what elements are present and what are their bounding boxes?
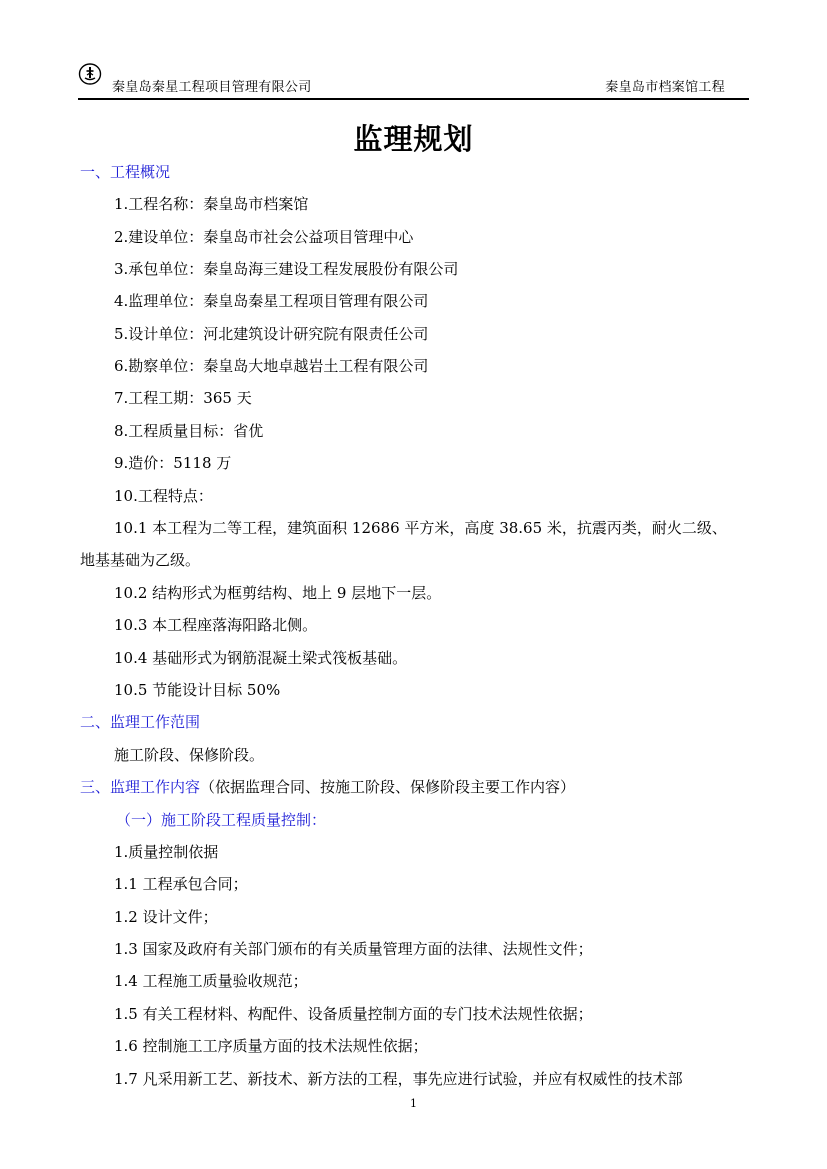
owner-unit-line: 2.建设单位：秦皇岛市社会公益项目管理中心 <box>114 228 414 246</box>
contractor-unit-line: 3.承包单位：秦皇岛海三建设工程发展股份有限公司 <box>114 260 459 278</box>
quality-basis-1-3-line: 1.3 国家及政府有关部门颁布的有关质量管理方面的法律、法规性文件； <box>114 940 593 958</box>
supervision-unit-line: 4.监理单位：秦皇岛秦星工程项目管理有限公司 <box>114 292 429 310</box>
document-title: 监理规划 <box>353 122 474 156</box>
quality-basis-1-1-line: 1.1 工程承包合同； <box>114 875 248 893</box>
section-heading-content-note: （依据监理合同、按施工阶段、保修阶段主要工作内容） <box>200 778 576 796</box>
subsection-heading-quality: （一）施工阶段工程质量控制： <box>116 811 327 829</box>
quality-basis-1-2-line: 1.2 设计文件； <box>114 908 218 926</box>
scope-line: 施工阶段、保修阶段。 <box>114 746 265 764</box>
feature-10-2-line: 10.2 结构形式为框剪结构、地上 9 层地下一层。 <box>114 584 442 602</box>
feature-10-3-line: 10.3 本工程座落海阳路北侧。 <box>114 616 318 634</box>
header-company-name: 秦皇岛秦星工程项目管理有限公司 <box>112 80 312 95</box>
project-name-line: 1.工程名称：秦皇岛市档案馆 <box>114 195 309 213</box>
survey-unit-line: 6.勘察单位：秦皇岛大地卓越岩土工程有限公司 <box>114 357 429 375</box>
design-unit-line: 5.设计单位：河北建筑设计研究院有限责任公司 <box>114 325 429 343</box>
quality-basis-line: 1.质量控制依据 <box>114 843 219 861</box>
section-heading-scope: 二、监理工作范围 <box>80 713 201 731</box>
quality-basis-1-4-line: 1.4 工程施工质量验收规范； <box>114 972 308 990</box>
feature-10-4-line: 10.4 基础形式为钢筋混凝土梁式筏板基础。 <box>114 649 408 667</box>
page-number: 1 <box>410 1097 417 1110</box>
features-heading-line: 10.工程特点： <box>114 487 213 505</box>
page-header <box>78 62 749 100</box>
company-logo-icon <box>78 62 102 86</box>
section-heading-overview: 一、工程概况 <box>80 163 171 181</box>
section-heading-content-label: 三、监理工作内容 <box>80 778 201 796</box>
section-heading-content <box>80 777 575 797</box>
header-project-name: 秦皇岛市档案馆工程 <box>605 80 725 95</box>
feature-10-5-line: 10.5 节能设计目标 50% <box>114 681 281 699</box>
feature-10-1-continuation: 地基基础为乙级。 <box>80 551 201 569</box>
quality-basis-1-6-line: 1.6 控制施工工序质量方面的技术法规性依据； <box>114 1037 428 1055</box>
cost-line: 9.造价：5118 万 <box>114 454 232 472</box>
quality-basis-1-7-line: 1.7 凡采用新工艺、新技术、新方法的工程，事先应进行试验，并应有权威性的技术部 <box>114 1070 683 1088</box>
quality-target-line: 8.工程质量目标：省优 <box>114 422 264 440</box>
feature-10-1-line: 10.1 本工程为二等工程，建筑面积 12686 平方米，高度 38.65 米，抗震丙类，耐火二级、 <box>114 519 727 537</box>
duration-line: 7.工程工期：365 天 <box>114 389 252 407</box>
quality-basis-1-5-line: 1.5 有关工程材料、构配件、设备质量控制方面的专门技术法规性依据； <box>114 1005 593 1023</box>
